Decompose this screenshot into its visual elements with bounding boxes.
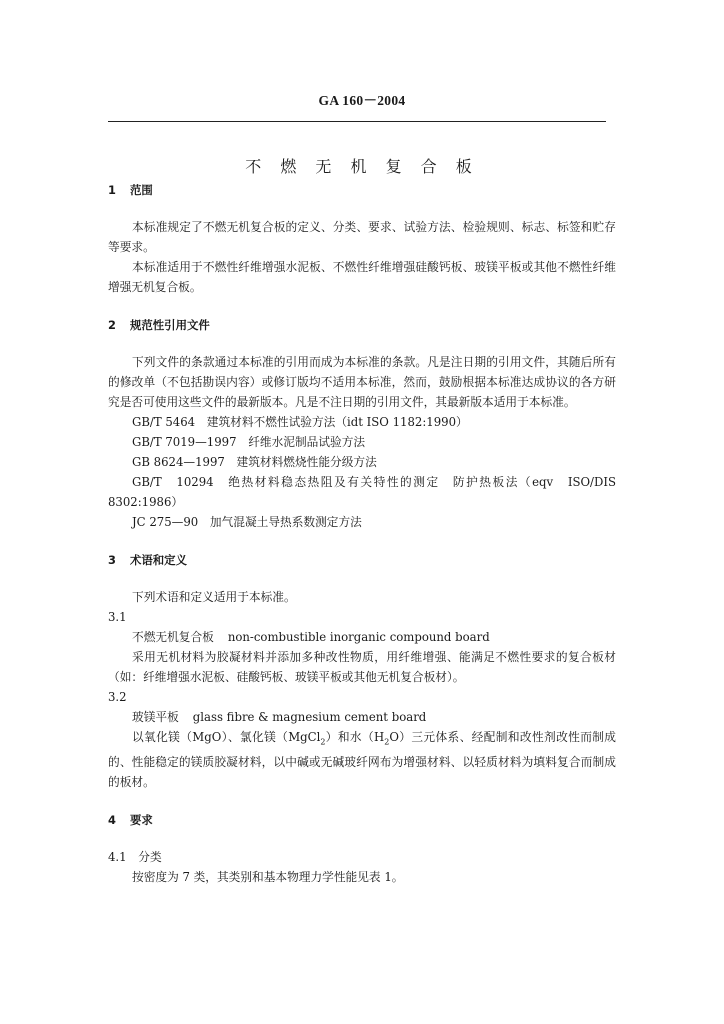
section-3-intro: 下列术语和定义适用于本标准。 (132, 590, 296, 604)
section-title: 要求 (130, 813, 153, 828)
reference-item: GB/T 7019—1997 纤维水泥制品试验方法 (132, 435, 366, 449)
reference-item: GB/T 5464 建筑材料不燃性试验方法（idt ISO 1182:1990） (132, 415, 468, 429)
section-1-paragraph-1: 本标准规定了不燃无机复合板的定义、分类、要求、试验方法、检验规则、标志、标签和贮存等要求。 (108, 220, 616, 254)
term-english: non-combustible inorganic compound board (227, 630, 490, 644)
term-english: glass fibre & magnesium cement board (192, 710, 427, 724)
definition-text: O）三元体系、经配制和改性剂改性而制成的、性能稳定的镁质胶凝材料，以中碱或无碱玻纤网布为增强材料、以轻质材料为填料复合而制成的板材。 (108, 730, 616, 790)
document-body (108, 178, 616, 887)
standard-number-header: GA 160－2004 (318, 93, 406, 108)
section-number: 1 (108, 183, 116, 197)
section-4-heading (108, 808, 616, 832)
subsection-title: 分类 (138, 850, 162, 865)
term-number: 3.2 (108, 690, 127, 704)
term-chinese: 玻镁平板 (132, 710, 179, 724)
section-3-heading (108, 548, 616, 572)
definition-text: ）和水（H (325, 730, 385, 744)
subsection-number: 4.1 (108, 850, 127, 865)
term-definition: 采用无机材料为胶凝材料并添加多种改性物质，用纤维增强、能满足不燃性要求的复合板材（如：纤维增强水泥板、硅酸钙板、玻镁平板或其他无机复合板材）。 (108, 650, 616, 684)
section-1-paragraph-2: 本标准适用于不燃性纤维增强水泥板、不燃性纤维增强硅酸钙板、玻镁平板或其他不燃性纤维增强无机复合板。 (108, 260, 616, 294)
subsection-text: 按密度为 7 类，其类别和基本物理力学性能见表 1。 (132, 870, 404, 885)
section-number: 2 (108, 318, 116, 332)
reference-item: GB/T 10294 绝热材料稳态热阻及有关特性的测定 防护热板法（eqv ISO/DIS 8302:1986） (108, 475, 616, 509)
term-chinese: 不燃无机复合板 (132, 630, 214, 644)
section-2-intro: 下列文件的条款通过本标准的引用而成为本标准的条款。凡是注日期的引用文件，其随后所有的修改单（不包括勘误内容）或修订版均不适用本标准，然而，鼓励根据本标准达成协议的各方研究是否可使用这些文件的最新版本。凡是不注日期的引用文件，其最新版本适用于本标准。 (108, 355, 616, 409)
subscript: 2 (320, 737, 326, 747)
reference-item: JC 275—90 加气混凝土导热系数测定方法 (132, 515, 362, 529)
header-rule (108, 121, 606, 122)
section-number: 3 (108, 553, 116, 567)
section-number: 4 (108, 813, 116, 828)
section-2-heading (108, 313, 616, 337)
section-title: 规范性引用文件 (130, 318, 210, 332)
term-number: 3.1 (108, 610, 127, 624)
section-1-heading (108, 178, 616, 202)
section-title: 术语和定义 (130, 553, 187, 567)
term-heading (108, 627, 616, 647)
subsection-heading (108, 847, 616, 867)
section-title: 范围 (130, 183, 153, 197)
reference-item: GB 8624—1997 建筑材料燃烧性能分级方法 (132, 455, 377, 469)
subscript: 2 (384, 737, 390, 747)
term-heading (108, 707, 616, 727)
document-title: 不 燃 无 机 复 合 板 (245, 157, 479, 176)
definition-text: 以氧化镁（MgO）、氯化镁（MgCl (132, 730, 321, 744)
term-definition (108, 727, 616, 792)
